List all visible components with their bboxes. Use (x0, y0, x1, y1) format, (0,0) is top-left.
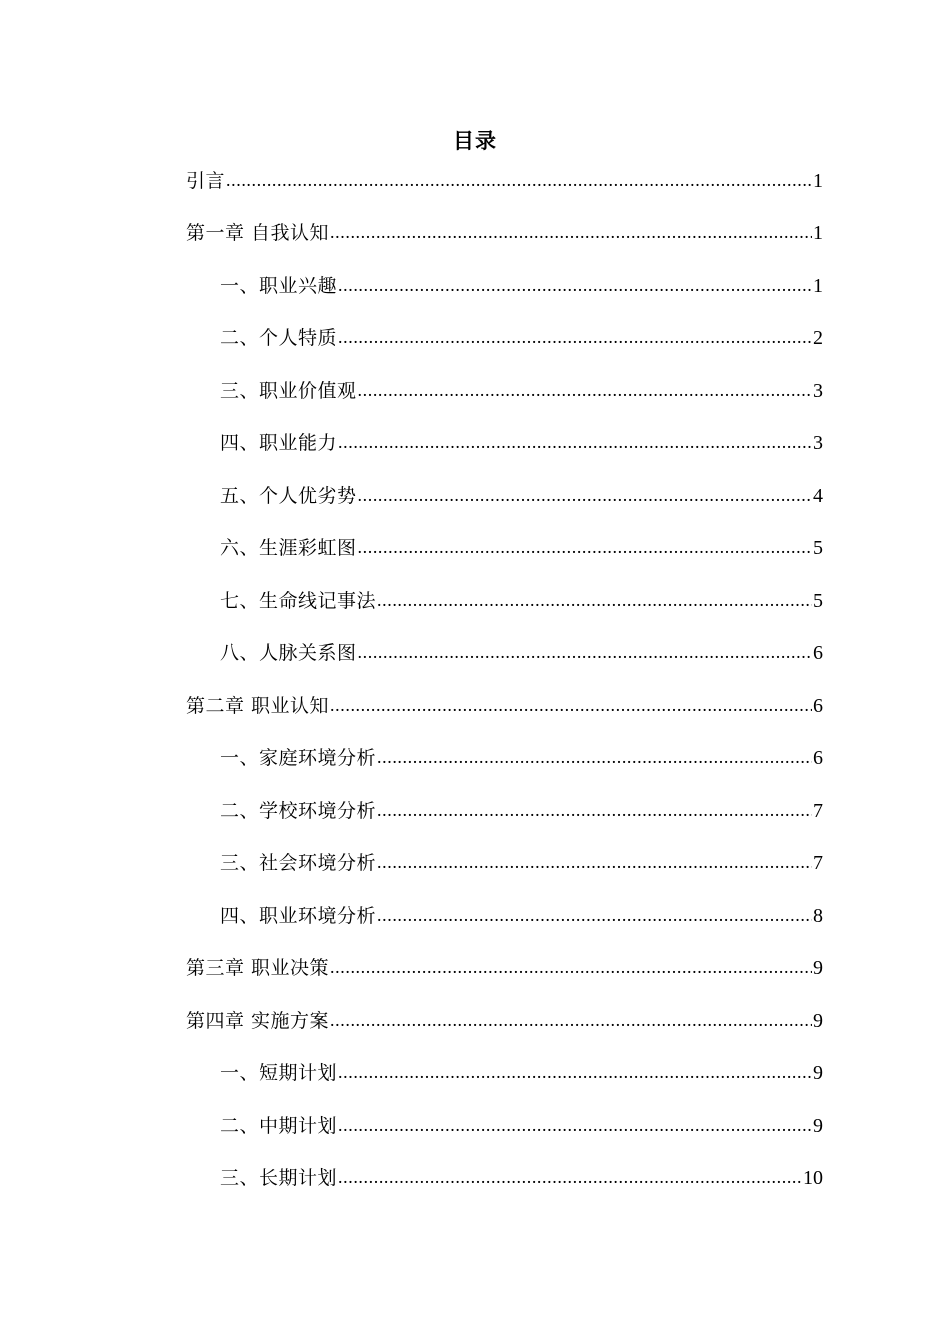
toc-page-number: 1 (813, 274, 823, 297)
toc-entry[interactable] (186, 953, 823, 1006)
toc-entry-label: 二、学校环境分析 (220, 799, 377, 822)
toc-page-number: 5 (813, 589, 823, 612)
toc-entry-label: 二、中期计划 (220, 1114, 338, 1137)
toc-page-number: 1 (813, 170, 823, 192)
toc-entry-label: 一、短期计划 (220, 1062, 338, 1084)
toc-dot-leader (338, 1110, 812, 1140)
toc-entry-label: 一、职业兴趣 (220, 274, 338, 297)
toc-dot-leader (358, 532, 812, 562)
toc-title: 目录 (453, 129, 497, 153)
toc-dot-leader (377, 847, 812, 877)
toc-list (186, 166, 823, 1216)
toc-dot-leader (377, 795, 812, 825)
toc-entry-label: 四、职业能力 (220, 432, 338, 454)
toc-entry-label: 二、个人特质 (220, 327, 338, 349)
toc-dot-leader (330, 1005, 812, 1035)
toc-entry-label: 第二章 职业认知 (186, 694, 330, 717)
toc-dot-leader (377, 742, 812, 772)
toc-dot-leader (338, 1057, 812, 1087)
toc-page-number: 9 (813, 1062, 823, 1084)
toc-entry-label: 三、社会环境分析 (220, 852, 377, 874)
toc-entry[interactable] (186, 1006, 823, 1059)
toc-entry-label: 八、人脉关系图 (220, 642, 357, 664)
toc-page-number: 10 (803, 1167, 823, 1189)
toc-dot-leader (338, 270, 812, 300)
toc-entry[interactable] (186, 848, 823, 901)
toc-entry[interactable] (186, 1163, 823, 1216)
toc-page-number: 5 (813, 537, 823, 559)
toc-entry[interactable] (186, 796, 823, 849)
toc-dot-leader (338, 1162, 802, 1192)
toc-entry[interactable] (186, 428, 823, 481)
toc-entry-label: 五、个人优劣势 (220, 484, 357, 507)
toc-entry-label: 第四章 实施方案 (186, 1009, 330, 1032)
toc-page-number: 6 (813, 694, 823, 717)
toc-page-number: 3 (813, 432, 823, 454)
toc-page-number: 9 (813, 1114, 823, 1137)
toc-entry[interactable] (186, 638, 823, 691)
toc-entry-label: 四、职业环境分析 (220, 904, 377, 927)
toc-dot-leader (338, 427, 812, 457)
toc-page-number: 9 (813, 1009, 823, 1032)
toc-entry[interactable] (186, 481, 823, 534)
toc-entry[interactable] (186, 586, 823, 639)
toc-dot-leader (226, 165, 812, 195)
toc-entry-label: 第三章 职业决策 (186, 957, 330, 979)
toc-entry-label: 三、长期计划 (220, 1167, 338, 1189)
toc-dot-leader (330, 217, 812, 247)
toc-entry-label: 引言 (186, 170, 226, 192)
toc-page-number: 1 (813, 222, 823, 244)
toc-entry-label: 七、生命线记事法 (220, 589, 377, 612)
toc-entry[interactable] (186, 1058, 823, 1111)
toc-entry-label: 第一章 自我认知 (186, 222, 330, 244)
toc-entry[interactable] (186, 533, 823, 586)
toc-entry-label: 三、职业价值观 (220, 379, 357, 402)
toc-entry[interactable] (186, 376, 823, 429)
toc-dot-leader (338, 322, 812, 352)
toc-entry[interactable] (186, 271, 823, 324)
toc-dot-leader (358, 375, 812, 405)
toc-dot-leader (358, 480, 812, 510)
toc-dot-leader (358, 637, 812, 667)
toc-page-number: 2 (813, 327, 823, 349)
toc-page-number: 9 (813, 957, 823, 979)
toc-entry-label: 一、家庭环境分析 (220, 747, 377, 769)
toc-entry[interactable] (186, 166, 823, 218)
toc-entry[interactable] (186, 691, 823, 744)
toc-dot-leader (377, 900, 812, 930)
toc-entry[interactable] (186, 218, 823, 271)
toc-entry-label: 六、生涯彩虹图 (220, 537, 357, 559)
toc-entry[interactable] (186, 1111, 823, 1164)
toc-entry[interactable] (186, 743, 823, 796)
toc-page-number: 4 (813, 484, 823, 507)
toc-dot-leader (377, 585, 812, 615)
toc-page-number: 7 (813, 852, 823, 874)
toc-page-number: 7 (813, 799, 823, 822)
toc-dot-leader (330, 690, 812, 720)
toc-dot-leader (330, 952, 812, 982)
toc-page-number: 3 (813, 379, 823, 402)
toc-page-number: 6 (813, 747, 823, 769)
toc-entry[interactable] (186, 901, 823, 954)
toc-entry[interactable] (186, 323, 823, 376)
toc-page-number: 6 (813, 642, 823, 664)
toc-page-number: 8 (813, 904, 823, 927)
